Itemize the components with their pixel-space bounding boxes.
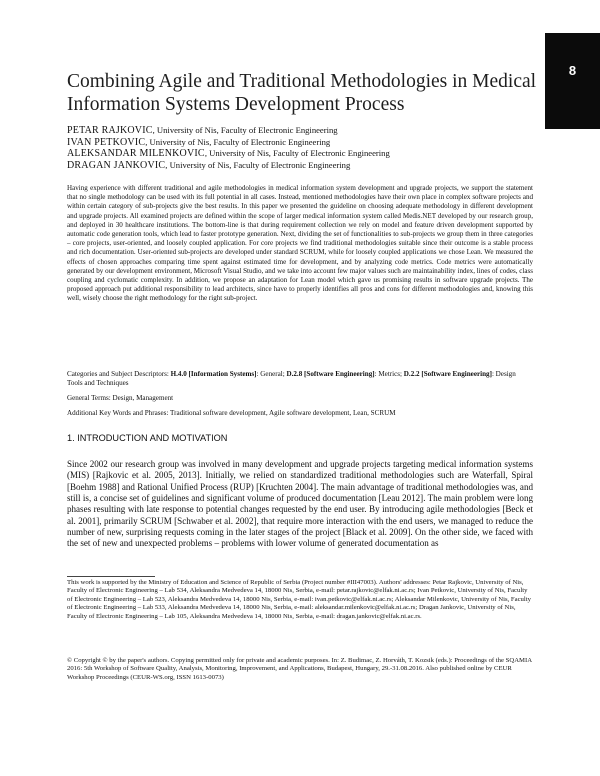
category-text: : Design Tools and Techniques — [67, 370, 516, 388]
categories-prefix: Categories and Subject Descriptors: — [67, 370, 171, 378]
categories-and-subject-descriptors — [67, 370, 533, 389]
category-code: D.2.2 [Software Engineering] — [403, 370, 492, 378]
intro-paragraph: Since 2002 our research group was involved in many development and upgrade projects targeting medical information systems (MIS) [Rajkovic et al. 2005, 2013]. Initially, we relied on standardized traditional methodologies such are Waterfall, Spiral [Boehm 1988] and Rational Unified Process (RUP) [Kruchten 2004]. The main advantage of traditional methodologies was, and still is, a concise set of guidelines and significant volume of produced documentation [Leau 2012]. The main problem were long phases resulting with late response to potential changes requested by the end user. By introducing agile methodologies [Beck et al. 2001], primarily SCRUM [Schwaber et al. 2002], that require more interaction with the end users, we managed to reduce the number of new, surprising requests coming in the later stages of the project [Black et al. 2009]. On the other side, we faced with the set of new and unexpected problems – problems with lower volume of generated documentation as — [67, 459, 533, 549]
author-affiliation: , University of Nis, Faculty of Electronic Engineering — [204, 148, 390, 158]
author-entry — [67, 137, 537, 149]
copyright-notice: © Copyright © by the paper's authors. Copying permitted only for private and academic purposes. In: Z. Budimac, Z. Horváth, T. Kozsik (eds.): Proceedings of the SQAMIA 2016: 5th Workshop of Software Quality, Analysis, Monitoring, Improvement, and Applications, Budapest, Hungary, 29.-31.08.2016. Also published online by CEUR Workshop Proceedings (CEUR-WS.org, ISSN 1613-0073) — [67, 657, 532, 681]
abstract: Having experience with different traditional and agile methodologies in medical information system development and upgrade projects, we support the statement that no single methodology can be used with its full potential in all cases. Instead, mentioned methodologies have their own place in complex software projects and within certain category of sub-projects give the best results. In this paper we presented the guideline on choosing adequate methodology in different development and upgrade projects. All examined projects are defined within the scope of larger medical information system called Medis.NET developed by our research group, and deployed in 30 healthcare institutions. The bottom-line is that during requirement collection we rely on model and feature driven development supported by automatic code generation tools, which lead to faster prototype generation. Next, dividing the set of functionalities to sub-projects we group them in three categories – core projects, user-oriented, and loosely coupled application. For core projects we find traditional methodologies suitable since their outcome is a stable process and rich documentation. User-oriented sub-projects are developed under standard SCRUM, while for loosely coupled applications we chose Lean. We measured the effects of chosen approaches comparing time spent against estimated time for development, and by analyzing code metrics. Code metrics were automatically generated by our development environment, Microsoft Visual Studio, and we take into account few major values such are maintainability index, lines of codes, class coupling and cyclomatic complexity. In addition, we propose an adaptation for Lean model which gave us promising results in software upgrade projects. The proposed approach put additional responsibility to lead architects, since have to properly identifies all pros and cons for different methodologies and, knowing this well, wisely choose the right methodology for the right sub-project. — [67, 184, 533, 303]
author-affiliation: , University of Nis, Faculty of Electronic Engineering — [145, 136, 331, 147]
author-list — [67, 125, 537, 171]
category-text: : Metrics; — [374, 370, 404, 378]
keywords: Additional Key Words and Phrases: Traditional software development, Agile software development, Lean, SCRUM — [67, 409, 396, 417]
category-code: D.2.8 [Software Engineering] — [286, 370, 375, 378]
footnotes: This work is supported by the Ministry of Education and Science of Republic of Serbia (Project number #III47003). Authors' addresses: Petar Rajkovic, University of Nis, Faculty of Electronic Engineering – Lab 534, Aleksandra Medvedeva 14, 18000 Nis, Serbia, e-mail: petar.rajkovic@elfak.ni.ac.rs; Ivan Petkovic, University of Nis, Faculty of Electronic Engineering – Lab 523, Aleksandra Medvedeva 14, 18000 Nis, Serbia, e-mail: ivan.petkovic@elfak.ni.ac.rs; Aleksandar Milenkovic, University of Nis, Faculty of Electronic Engineering – Lab 533, Aleksandra Medvedeva 14, 18000 Nis, Serbia, e-mail: aleksandar.milenkovic@elfak.ni.ac.rs; Dragan Jankovic, University of Nis, Faculty of Electronic Engineering – Lab 105, Aleksandra Medvedeva 14, 18000 Nis, Serbia, e-mail: dragan.jankovic@elfak.ni.ac.rs. — [67, 579, 531, 620]
author-affiliation: , University of Nis, Faculty of Electronic Engineering — [165, 159, 351, 170]
author-name: DRAGAN JANKOVIC — [67, 159, 166, 171]
footnote-divider — [67, 576, 155, 577]
author-name: IVAN PETKOVIC — [67, 136, 146, 148]
author-affiliation: , University of Nis, Faculty of Electronic Engineering — [152, 125, 338, 135]
page-number-tab — [545, 33, 600, 129]
author-entry — [67, 125, 537, 137]
author-name: ALEKSANDAR MILENKOVIC — [67, 148, 205, 159]
category-text: : General; — [256, 370, 287, 378]
section-heading: 1. INTRODUCTION AND MOTIVATION — [67, 433, 228, 443]
paper-title: Combining Agile and Traditional Methodologies in Medical Information Systems Development Process — [67, 71, 537, 115]
page-number: 8 — [568, 63, 577, 78]
general-terms: General Terms: Design, Management — [67, 394, 174, 402]
author-name: PETAR RAJKOVIC — [67, 125, 153, 136]
author-entry — [67, 160, 537, 172]
category-code: H.4.0 [Information Systems] — [170, 370, 257, 378]
author-entry — [67, 148, 537, 160]
